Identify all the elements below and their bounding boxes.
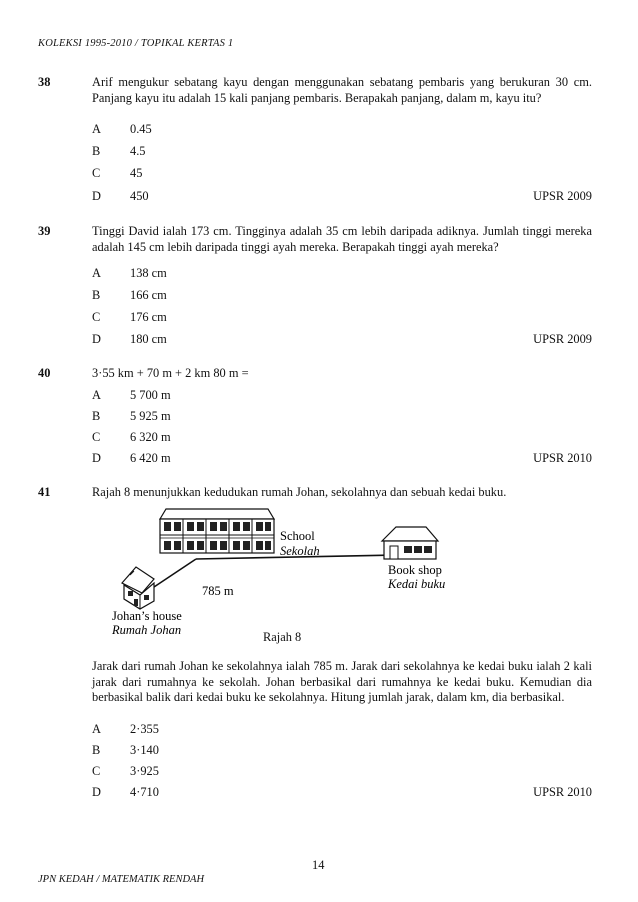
option-letter: A	[92, 388, 101, 402]
page-number: 14	[312, 858, 325, 872]
option-letter: A	[92, 122, 101, 136]
option-value: 176 cm	[130, 310, 167, 324]
source-label: UPSR 2009	[533, 332, 592, 346]
option-letter: B	[92, 409, 101, 423]
option-value: 5 700 m	[130, 388, 171, 402]
label-school-ms: Sekolah	[280, 544, 320, 558]
option-value: 45	[130, 166, 143, 180]
question-text: Arif mengukur sebatang kayu dengan menggunakan sebatang pembaris yang berukuran 30 cm. Panjang kayu itu adalah 15 kali panjang pembaris. Berapakah panjang, dalam m, kayu itu?	[92, 75, 592, 105]
option-d	[0, 785, 638, 801]
option-letter: B	[92, 288, 101, 302]
question-text: 3·55 km + 70 m + 2 km 80 m =	[92, 366, 249, 380]
option-value: 6 320 m	[130, 430, 171, 444]
question-number: 41	[38, 485, 51, 499]
figure-caption: Rajah 8	[263, 630, 302, 644]
option-value: 138 cm	[130, 266, 167, 280]
option-b	[0, 288, 638, 304]
option-letter: C	[92, 166, 101, 180]
label-shop-en: Book shop	[388, 563, 442, 577]
option-letter: D	[92, 785, 101, 799]
option-letter: B	[92, 144, 101, 158]
option-letter: C	[92, 430, 101, 444]
source-label: UPSR 2010	[533, 785, 592, 799]
option-d	[0, 189, 638, 205]
option-letter: A	[92, 266, 101, 280]
map-figure	[108, 505, 448, 640]
question-paragraph: Jarak dari rumah Johan ke sekolahnya ialah 785 m. Jarak dari sekolahnya ke kedai buku ialah 2 kali jarak dari rumahnya ke sekolah. Johan berbasikal dari rumahnya ke kedai buku. Kemudian dia berbasikal balik dari kedai buku ke sekolahnya. Hitung jumlah jarak, dalam km, dia berbasikal.	[92, 659, 592, 704]
label-house-en: Johan’s house	[112, 609, 182, 623]
book-shop-icon	[382, 527, 438, 559]
option-value: 4.5	[130, 144, 146, 158]
option-value: 180 cm	[130, 332, 167, 346]
option-value: 450	[130, 189, 149, 203]
option-a	[0, 388, 638, 404]
option-d	[0, 451, 638, 467]
option-letter: A	[92, 722, 101, 736]
option-letter: D	[92, 189, 101, 203]
option-letter: D	[92, 451, 101, 465]
option-value: 0.45	[130, 122, 152, 136]
option-letter: C	[92, 764, 101, 778]
option-value: 6 420 m	[130, 451, 171, 465]
option-c	[0, 764, 638, 780]
label-distance: 785 m	[202, 584, 234, 598]
option-c	[0, 310, 638, 326]
school-icon	[160, 509, 274, 553]
option-b	[0, 144, 638, 160]
option-c	[0, 166, 638, 182]
source-label: UPSR 2009	[533, 189, 592, 203]
option-letter: D	[92, 332, 101, 346]
option-b	[0, 743, 638, 759]
option-d	[0, 332, 638, 348]
question-number: 38	[38, 75, 51, 89]
source-label: UPSR 2010	[533, 451, 592, 465]
question-text: Tinggi David ialah 173 cm. Tingginya adalah 35 cm lebih daripada adiknya. Jumlah tinggi mereka adalah 145 cm lebih daripada tinggi ayah mereka. Berapakah tinggi ayah mereka?	[92, 224, 592, 254]
option-a	[0, 122, 638, 138]
question-number: 39	[38, 224, 51, 238]
option-a	[0, 266, 638, 282]
page-footer: JPN KEDAH / MATEMATIK RENDAH	[38, 874, 205, 885]
label-house-ms: Rumah Johan	[112, 623, 182, 637]
option-value: 166 cm	[130, 288, 167, 302]
option-value: 2·355	[130, 722, 159, 736]
option-value: 5 925 m	[130, 409, 171, 423]
option-value: 4·710	[130, 785, 159, 799]
road-house-to-school	[154, 559, 196, 587]
question-number: 40	[38, 366, 51, 380]
option-b	[0, 409, 638, 425]
label-school-en: School	[280, 529, 315, 543]
option-value: 3·140	[130, 743, 159, 757]
option-c	[0, 430, 638, 446]
label-shop-ms: Kedai buku	[388, 577, 446, 591]
house-icon	[122, 567, 154, 609]
option-a	[0, 722, 638, 738]
option-value: 3·925	[130, 764, 159, 778]
page-header: KOLEKSI 1995-2010 / TOPIKAL KERTAS 1	[38, 38, 234, 49]
option-letter: B	[92, 743, 101, 757]
option-letter: C	[92, 310, 101, 324]
question-text: Rajah 8 menunjukkan kedudukan rumah Johan, sekolahnya dan sebuah kedai buku.	[92, 485, 507, 499]
